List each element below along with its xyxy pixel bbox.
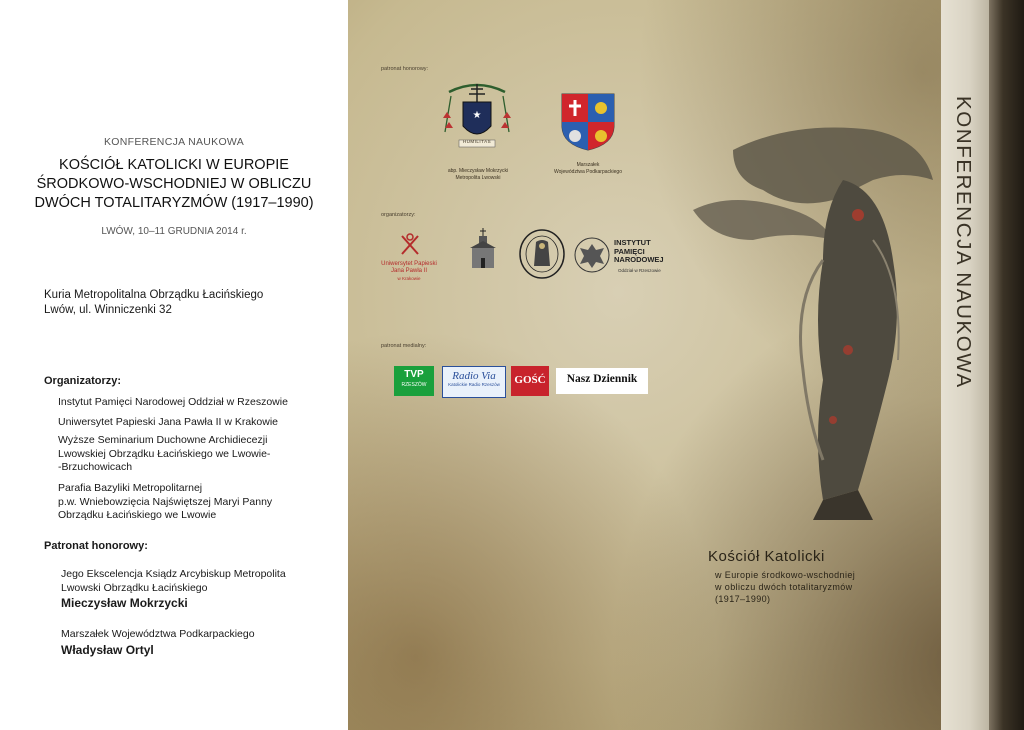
caption-line: INSTYTUT xyxy=(614,238,651,247)
caption-line: Jana Pawła II xyxy=(390,268,428,274)
caption-line: PAMIĘCI xyxy=(614,246,645,256)
conference-dates: LWÓW, 10–11 GRUDNIA 2014 r. xyxy=(101,226,247,237)
radio-via-logo xyxy=(442,366,506,398)
patron-item xyxy=(61,568,331,611)
caption-line: Marszałek xyxy=(576,162,600,168)
cover-subtitle-line: w Europie środkowo-wschodniej xyxy=(715,570,856,580)
caption-line: Uniwersytet Papieski xyxy=(381,261,437,267)
medialny-label: patronat medialny: xyxy=(381,343,427,349)
patron-name: Władysław Ortyl xyxy=(61,642,154,657)
venue-line: Kuria Metropolitalna Obrządku Łacińskiego xyxy=(44,289,264,301)
eagle-icon xyxy=(574,236,610,274)
marszalek-caption xyxy=(528,162,648,175)
organizer-item xyxy=(58,482,328,523)
angel-statue-image xyxy=(673,120,953,520)
patron-line: Marszałek Województwa Podkarpackiego xyxy=(61,628,255,640)
seminary-caption-placeholder xyxy=(458,272,508,282)
upjp-caption xyxy=(374,261,444,282)
caption-line: Województwa Podkarpackiego xyxy=(553,168,622,175)
conference-title xyxy=(0,156,348,213)
tvp-label: TVP xyxy=(404,369,424,380)
caption-line: w Krakowie xyxy=(397,276,421,281)
organizer-line: p.w. Wniebowzięcia Najświętszej Maryi Panny xyxy=(58,495,273,508)
radio-label: Radio Via xyxy=(452,370,496,382)
organizer-line: -Brzuchowicach xyxy=(58,461,133,473)
tvp-rzeszow-logo xyxy=(394,366,434,396)
cover-panel xyxy=(348,0,1024,730)
organizer-line: Parafia Bazyliki Metropolitarnej xyxy=(58,482,203,494)
nasz-dziennik-logo xyxy=(556,368,648,394)
podkarpackie-coat-of-arms-icon xyxy=(560,92,616,152)
organizer-line: Obrządku Łacińskiego we Lwowie xyxy=(58,509,217,521)
title-line: DWÓCH TOTALITARYZMÓW (1917–1990) xyxy=(34,195,314,211)
humilitas-motto: HUMILITAS xyxy=(462,139,492,144)
ipn-name xyxy=(614,239,664,265)
patronage-heading: Patronat honorowy: xyxy=(44,540,148,552)
gosc-logo xyxy=(511,366,549,396)
nasz-label: Nasz Dziennik xyxy=(566,373,638,385)
patron-item xyxy=(61,628,331,657)
conference-label: KONFERENCJA NAUKOWA xyxy=(103,136,245,148)
church-icon xyxy=(468,228,498,270)
organizer-item xyxy=(58,434,328,475)
cover-subtitle-line: (1917–1990) xyxy=(715,594,771,604)
vertical-title xyxy=(941,0,989,730)
svg-text:★: ★ xyxy=(472,110,482,121)
radio-sub-label: Katolickie Radio Rzeszów xyxy=(448,382,500,387)
organizer-line: Lwowskiej Obrządku Łacińskiego we Lwowie- xyxy=(58,447,271,460)
patron-name: Mieczysław Mokrzycki xyxy=(61,596,188,610)
organizer-item: Uniwersytet Papieski Jana Pawła II w Krakowie xyxy=(58,416,279,428)
organizatorzy-label: organizatorzy: xyxy=(381,212,416,218)
caption-line: NARODOWEJ xyxy=(614,255,664,264)
vertical-title-text: KONFERENCJA NAUKOWA xyxy=(952,96,975,389)
inside-panel xyxy=(0,0,348,730)
dark-edge xyxy=(989,0,1024,730)
title-line: KOŚCIÓŁ KATOLICKI W EUROPIE xyxy=(59,157,289,173)
patron-line: Jego Ekscelencja Ksiądz Arcybiskup Metropolita xyxy=(61,568,286,580)
organizer-line: Wyższe Seminarium Duchowne Archidiecezji xyxy=(58,434,268,446)
caption-line: Metropolita Lwowski xyxy=(455,174,501,181)
tvp-sub-label: RZESZÓW xyxy=(401,382,427,388)
organizer-item: Instytut Pamięci Narodowej Oddział w Rzeszowie xyxy=(58,396,288,408)
basilica-seal-icon xyxy=(518,228,566,280)
ipn-branch: Oddział w Rzeszowie xyxy=(618,268,661,273)
venue-address xyxy=(44,288,263,318)
archbishop-caption xyxy=(428,168,528,181)
patronat-label: patronat honorowy: xyxy=(381,66,429,72)
venue-line: Lwów, ul. Winniczenki 32 xyxy=(44,304,172,316)
cover-subtitle-line: w obliczu dwóch totalitaryzmów xyxy=(715,582,853,592)
gosc-label: GOŚĆ xyxy=(514,374,546,386)
patron-line: Lwowski Obrządku Łacińskiego xyxy=(61,581,208,594)
caption-line: abp. Mieczysław Mokrzycki xyxy=(447,168,509,174)
crossed-keys-icon xyxy=(398,232,422,258)
title-line: ŚRODKOWO-WSCHODNIEJ W OBLICZU xyxy=(36,176,312,192)
cover-main-title: Kościół Katolicki xyxy=(708,548,825,565)
organizers-heading: Organizatorzy: xyxy=(44,375,122,387)
